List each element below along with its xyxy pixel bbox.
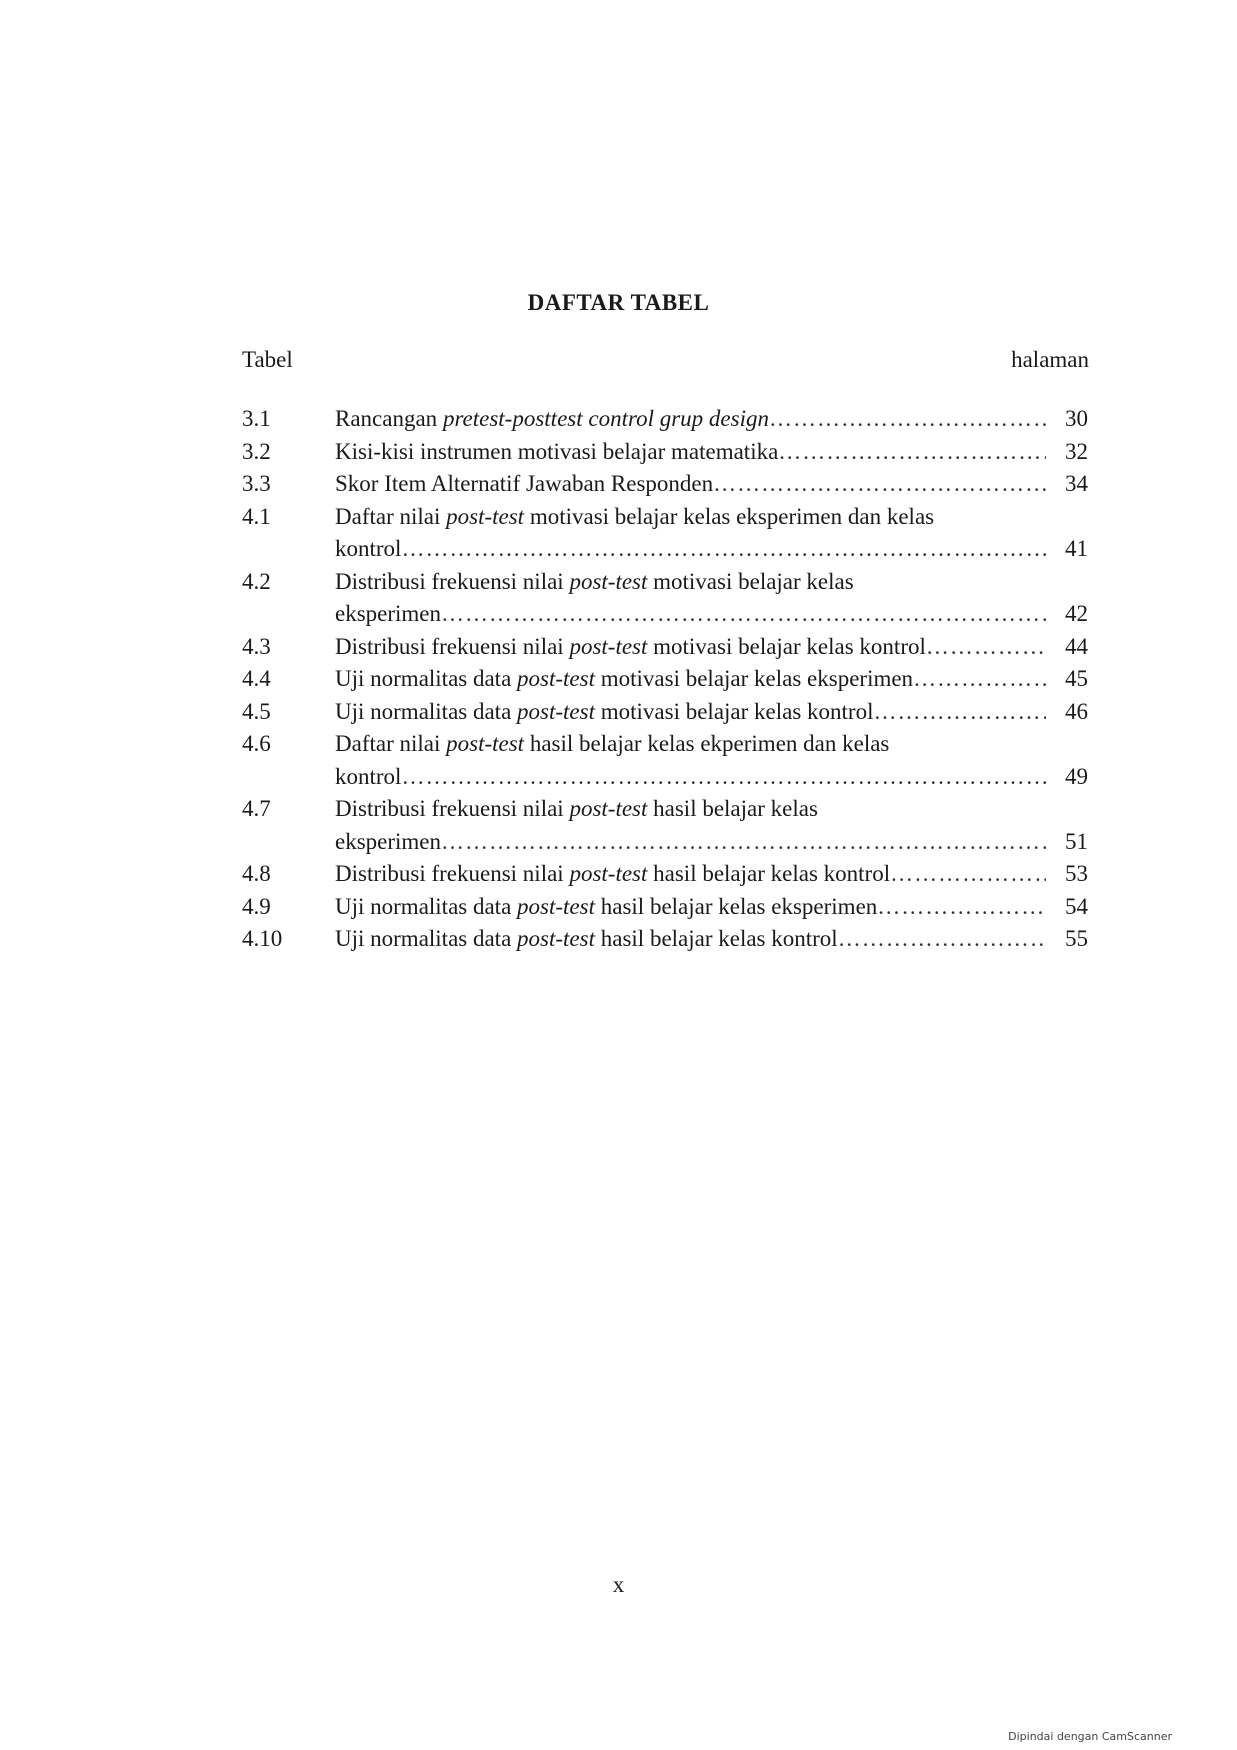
caption-line xyxy=(335,566,1088,599)
caption-line xyxy=(335,436,1088,469)
page-reference: 55 xyxy=(1065,926,1088,951)
caption-text-regular: hasil belajar kelas kontrol xyxy=(647,861,891,886)
table-caption xyxy=(335,566,1088,631)
table-caption xyxy=(335,923,1088,956)
column-header-halaman: halaman xyxy=(1011,347,1089,372)
table-entry xyxy=(242,858,1088,891)
dot-leader xyxy=(877,891,1046,924)
caption-text-regular: Rancangan xyxy=(335,406,443,431)
table-entry xyxy=(242,436,1088,469)
dot-leader xyxy=(873,696,1046,729)
page-reference: 54 xyxy=(1065,893,1088,919)
table-number: 3.3 xyxy=(242,471,271,496)
caption-text-italic: post-test xyxy=(517,666,595,691)
caption-text-italic: post-test xyxy=(569,861,648,886)
caption-line xyxy=(335,858,1088,891)
caption-text-regular: hasil belajar kelas ekperimen dan kelas xyxy=(524,731,890,756)
caption-text-italic: post-test xyxy=(517,926,595,951)
table-entry xyxy=(242,468,1088,501)
table-list xyxy=(242,403,1088,956)
caption-line xyxy=(335,761,1088,794)
caption-text-regular: motivasi belajar kelas eksperimen xyxy=(595,666,914,691)
table-number: 4.1 xyxy=(242,503,271,529)
table-caption xyxy=(335,631,1088,664)
caption-text xyxy=(335,923,838,956)
caption-text xyxy=(335,663,913,696)
dot-leader xyxy=(401,533,1046,566)
caption-text xyxy=(335,598,441,631)
table-number: 4.3 xyxy=(242,633,271,659)
caption-text-regular: Uji normalitas data xyxy=(335,666,518,691)
table-caption xyxy=(335,403,1088,436)
caption-text xyxy=(335,696,873,729)
page-reference: 46 xyxy=(1065,698,1088,724)
table-entry xyxy=(242,793,1088,858)
caption-line xyxy=(335,891,1088,924)
page-reference: 53 xyxy=(1065,861,1088,886)
table-caption xyxy=(335,436,1088,469)
table-entry xyxy=(242,566,1088,631)
table-entry xyxy=(242,501,1088,566)
caption-line xyxy=(335,468,1088,501)
caption-text xyxy=(335,761,401,794)
caption-line xyxy=(335,728,1088,761)
caption-text-regular: motivasi belajar kelas kontrol xyxy=(647,633,926,659)
dot-leader xyxy=(778,436,1046,469)
dot-leader xyxy=(913,663,1046,696)
caption-text-regular: Daftar nilai xyxy=(335,503,447,529)
table-number: 3.2 xyxy=(242,438,271,464)
caption-text-regular: Distribusi frekuensi nilai xyxy=(335,568,570,594)
caption-text-italic: post-test xyxy=(446,731,525,756)
caption-text-regular: eksperimen xyxy=(335,828,442,854)
table-number: 4.9 xyxy=(242,893,271,919)
table-caption xyxy=(335,696,1088,729)
dot-leader xyxy=(926,631,1046,664)
table-entry xyxy=(242,696,1088,729)
page-title: DAFTAR TABEL xyxy=(527,290,710,315)
caption-line xyxy=(335,663,1088,696)
table-number: 4.2 xyxy=(242,568,271,594)
caption-text xyxy=(335,468,713,501)
caption-text-regular: motivasi belajar kelas xyxy=(647,568,854,594)
caption-line xyxy=(335,793,1088,826)
caption-text-italic: post-test xyxy=(517,698,595,724)
page-reference: 51 xyxy=(1065,828,1088,854)
table-number: 3.1 xyxy=(242,406,271,431)
table-entry xyxy=(242,891,1088,924)
caption-text-regular: Uji normalitas data xyxy=(335,698,518,724)
caption-text-italic: post-test xyxy=(569,568,648,594)
scanner-watermark: Dipindai dengan CamScanner xyxy=(1008,1730,1172,1743)
table-caption xyxy=(335,468,1088,501)
caption-text-regular: Skor Item Alternatif Jawaban Responden xyxy=(335,471,714,496)
caption-line xyxy=(335,533,1088,566)
dot-leader xyxy=(769,403,1046,436)
table-entry xyxy=(242,403,1088,436)
table-number: 4.4 xyxy=(242,666,271,691)
caption-text xyxy=(335,793,818,826)
table-caption xyxy=(335,858,1088,891)
table-number: 4.7 xyxy=(242,796,271,821)
page-reference: 30 xyxy=(1065,406,1088,431)
caption-line xyxy=(335,403,1088,436)
table-caption xyxy=(335,891,1088,924)
page-reference: 41 xyxy=(1065,536,1088,561)
column-header-tabel: Tabel xyxy=(242,347,293,372)
caption-text xyxy=(335,533,401,566)
caption-text-regular: eksperimen xyxy=(335,601,442,626)
page-reference: 45 xyxy=(1065,666,1088,691)
caption-text-italic: post-test xyxy=(569,633,648,659)
caption-text-regular: hasil belajar kelas xyxy=(647,796,818,821)
page-reference: 42 xyxy=(1065,601,1088,626)
table-entry xyxy=(242,631,1088,664)
caption-text-regular: motivasi belajar kelas eksperimen dan kelas xyxy=(524,503,935,529)
caption-text-regular: kontrol xyxy=(335,536,402,561)
table-entry xyxy=(242,923,1088,956)
caption-text-regular: hasil belajar kelas eksperimen xyxy=(595,893,878,919)
table-caption xyxy=(335,501,1088,566)
caption-text-regular: kontrol xyxy=(335,763,402,789)
dot-leader xyxy=(838,923,1046,956)
caption-line xyxy=(335,923,1088,956)
page-reference: 44 xyxy=(1065,633,1088,659)
caption-text-regular: Kisi-kisi instrumen motivasi belajar matematika xyxy=(335,438,779,464)
caption-line xyxy=(335,826,1088,859)
table-number: 4.8 xyxy=(242,861,271,886)
page-number: x xyxy=(612,1572,625,1597)
caption-text-italic: post-test xyxy=(569,796,648,821)
caption-text-regular: Distribusi frekuensi nilai xyxy=(335,861,570,886)
caption-text xyxy=(335,891,877,924)
table-caption xyxy=(335,663,1088,696)
caption-text-italic: pretest-posttest control grup design xyxy=(442,406,769,431)
caption-text xyxy=(335,403,769,436)
page-reference: 34 xyxy=(1065,471,1088,496)
caption-text xyxy=(335,501,934,534)
caption-line xyxy=(335,598,1088,631)
caption-text-regular: Daftar nilai xyxy=(335,731,447,756)
dot-leader xyxy=(890,858,1046,891)
caption-text xyxy=(335,826,441,859)
dot-leader xyxy=(713,468,1046,501)
caption-text xyxy=(335,566,854,599)
table-caption xyxy=(335,793,1088,858)
caption-text xyxy=(335,728,889,761)
table-entry xyxy=(242,663,1088,696)
table-number: 4.5 xyxy=(242,698,271,724)
dot-leader xyxy=(441,826,1046,859)
caption-text xyxy=(335,631,926,664)
caption-text-italic: post-test xyxy=(517,893,595,919)
caption-text xyxy=(335,436,778,469)
caption-line xyxy=(335,501,1088,534)
caption-line xyxy=(335,696,1088,729)
table-entry xyxy=(242,728,1088,793)
caption-line xyxy=(335,631,1088,664)
page-reference: 32 xyxy=(1065,438,1088,464)
table-caption xyxy=(335,728,1088,793)
caption-text-regular: Distribusi frekuensi nilai xyxy=(335,633,570,659)
caption-text-regular: motivasi belajar kelas kontrol xyxy=(595,698,874,724)
caption-text xyxy=(335,858,890,891)
table-number: 4.10 xyxy=(242,926,283,951)
dot-leader xyxy=(441,598,1046,631)
table-number: 4.6 xyxy=(242,731,271,756)
caption-text-regular: Uji normalitas data xyxy=(335,926,518,951)
caption-text-regular: Uji normalitas data xyxy=(335,893,518,919)
caption-text-regular: hasil belajar kelas kontrol xyxy=(595,926,838,951)
caption-text-italic: post-test xyxy=(446,503,525,529)
page-reference: 49 xyxy=(1065,763,1088,789)
dot-leader xyxy=(401,761,1046,794)
caption-text-regular: Distribusi frekuensi nilai xyxy=(335,796,570,821)
